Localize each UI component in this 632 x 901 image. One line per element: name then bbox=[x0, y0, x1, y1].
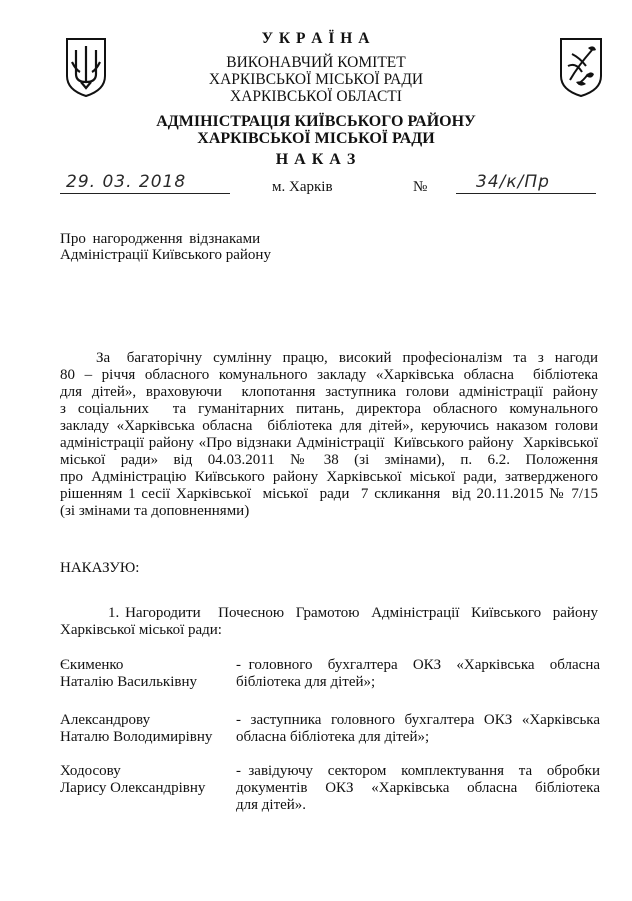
preamble-line: з соціальних та гуманітарних питань, директора обласного комунального bbox=[60, 401, 598, 417]
preamble-line: для дітей», враховуючи клопотання заступника голови адміністрації району bbox=[60, 384, 598, 400]
subject-line-2: Адміністрації Київського району bbox=[60, 247, 271, 263]
awardee-desc-line: обласна бібліотека для дітей»; bbox=[236, 729, 430, 745]
number-sign: № bbox=[413, 179, 428, 195]
order-number: 34/к/Пр bbox=[476, 172, 550, 192]
header-committee-3: ХАРКІВСЬКОЇ ОБЛАСТІ bbox=[230, 88, 402, 105]
subject-line-1: Про нагородження відзнаками bbox=[60, 231, 261, 247]
item-1 bbox=[60, 605, 598, 639]
preamble-line: 80 – річчя обласного комунального закладу «Харківська обласна бібліотека bbox=[60, 367, 598, 383]
awardee-surname: Александрову bbox=[60, 712, 151, 728]
header-committee-2: ХАРКІВСЬКОЇ МІСЬКОЇ РАДИ bbox=[208, 71, 424, 88]
awardee-surname: Єкименко bbox=[60, 657, 124, 673]
header-country: У К Р А Ї Н А bbox=[261, 30, 371, 47]
awardee-desc-line: документів ОКЗ «Харківська обласна бібліотека bbox=[236, 780, 600, 796]
preamble-line: (зі змінами та доповненнями) bbox=[60, 503, 250, 519]
item-1-line: 1. Нагородити Почесною Грамотою Адміністрації Київського району bbox=[108, 605, 598, 621]
number-underline bbox=[456, 192, 596, 194]
awardee-name: Наталію Васильківну bbox=[60, 674, 197, 690]
preamble-line: рішенням 1 сесії Харківської міської ради 7 скликання від 20.11.2015 № 7/15 bbox=[60, 486, 598, 502]
date-underline bbox=[60, 192, 230, 194]
awardee-desc-line: бібліотека для дітей»; bbox=[236, 674, 376, 690]
header-administration-2: ХАРКІВСЬКОЇ МІСЬКОЇ РАДИ bbox=[197, 130, 435, 147]
awardee-desc-line: для дітей». bbox=[236, 797, 307, 813]
preamble-line: закладу «Харківська обласна бібліотека для дітей», керуючись наказом голови bbox=[60, 418, 598, 434]
awardee-name: Наталю Володимирівну bbox=[60, 729, 213, 745]
awardee-desc-line: - головного бухгалтера ОКЗ «Харківська обласна bbox=[236, 657, 600, 673]
item-1-line: Харківської міської ради: bbox=[60, 622, 222, 638]
preamble-line: За багаторічну сумлінну працю, високий професіоналізм та з нагоди bbox=[96, 350, 598, 366]
order-date: 29. 03. 2018 bbox=[66, 172, 187, 192]
preamble-line: про Адміністрацію Київського району Харківської міської ради, затвердженого bbox=[60, 469, 598, 485]
order-city: м. Харків bbox=[272, 179, 333, 195]
preamble-paragraph bbox=[60, 350, 598, 520]
awardee-desc-line: - заступника головного бухгалтера ОКЗ «Харківська bbox=[236, 712, 600, 728]
awardee-desc-line: - завідуючу сектором комплектування та обробки bbox=[236, 763, 600, 779]
order-word: НАКАЗУЮ: bbox=[60, 560, 140, 576]
preamble-line: адміністрації району «Про відзнаки Адміністрації Київського району Харківської bbox=[60, 435, 598, 451]
header-administration-1: АДМІНІСТРАЦІЯ КИЇВСЬКОГО РАЙОНУ bbox=[156, 113, 476, 130]
document-type-title: Н А К А З bbox=[275, 151, 357, 168]
awardee-name: Ларису Олександрівну bbox=[60, 780, 206, 796]
preamble-line: міської ради» від 04.03.2011 № 38 (зі змінами), п. 6.2. Положення bbox=[60, 452, 598, 468]
awardee-surname: Ходосову bbox=[60, 763, 121, 779]
header-committee-1: ВИКОНАВЧИЙ КОМІТЕТ bbox=[226, 54, 406, 71]
